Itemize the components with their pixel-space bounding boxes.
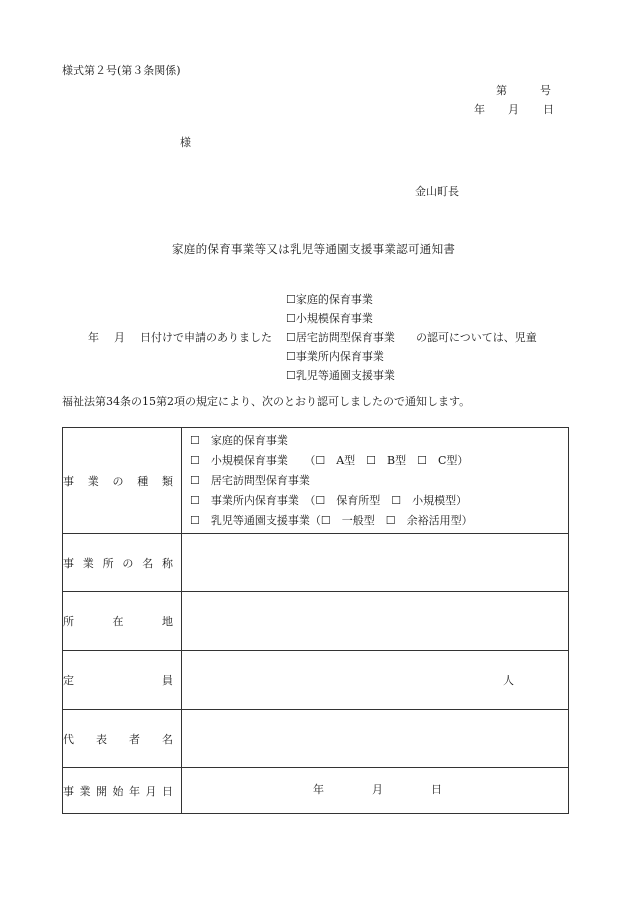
number-go: 号 — [540, 84, 551, 97]
table-row — [63, 651, 569, 710]
label-capacity: 定 員 — [63, 651, 182, 710]
start-date-year: 年 — [313, 783, 324, 796]
business-type-options — [182, 428, 569, 534]
type-option[interactable]: ☐ 居宅訪問型保育事業 — [190, 473, 310, 487]
facility-name-field[interactable] — [182, 534, 569, 592]
option-item: ☐乳児等通園支援事業 — [286, 369, 395, 382]
lead-year: 年 — [88, 331, 99, 344]
representative-field[interactable] — [182, 710, 569, 768]
type-option[interactable]: ☐ 事業所内保育事業 （☐ 保育所型 ☐ 小規模型） — [190, 493, 468, 507]
form-table — [62, 427, 569, 814]
type-option[interactable]: ☐ 小規模保育事業 （☐ A型 ☐ B型 ☐ C型） — [190, 453, 469, 467]
lead-month: 月 — [114, 331, 125, 344]
form-number: 様式第２号(第３条関係) — [62, 64, 181, 77]
capacity-field[interactable] — [182, 651, 569, 710]
table-row — [63, 534, 569, 592]
location-field[interactable] — [182, 592, 569, 651]
date-day: 日 — [543, 103, 554, 116]
table-row — [63, 428, 569, 534]
table-row — [63, 768, 569, 814]
issuer: 金山町長 — [415, 185, 459, 198]
document-title: 家庭的保育事業等又は乳児等通園支援事業認可通知書 — [172, 242, 456, 256]
option-item: ☐事業所内保育事業 — [286, 350, 384, 363]
lead-right: の認可については、児童 — [416, 331, 537, 344]
start-date-day: 日 — [431, 783, 442, 796]
option-item: ☐小規模保育事業 — [286, 312, 373, 325]
type-option[interactable]: ☐ 乳児等通園支援事業（☐ 一般型 ☐ 余裕活用型） — [190, 513, 473, 527]
start-date-field[interactable] — [182, 768, 569, 814]
label-facility-name: 事 業 所 の 名 称 — [63, 534, 182, 592]
capacity-unit: 人 — [503, 674, 514, 687]
label-representative: 代 表 者 名 — [63, 710, 182, 768]
label-location: 所 在 地 — [63, 592, 182, 651]
table-row — [63, 710, 569, 768]
option-item: ☐家庭的保育事業 — [286, 293, 373, 306]
type-option[interactable]: ☐ 家庭的保育事業 — [190, 433, 288, 447]
closing-sentence: 福祉法第34条の15第2項の規定により、次のとおり認可しましたので通知します。 — [62, 395, 471, 408]
option-item: ☐居宅訪問型保育事業 — [286, 331, 395, 344]
addressee-suffix: 様 — [180, 136, 191, 149]
date-year: 年 — [474, 103, 485, 116]
lead-rest: 日付けで申請のありました — [140, 331, 272, 344]
label-start-date: 事 業 開 始 年 月 日 — [63, 768, 182, 814]
label-business-type: 事 業 の 種 類 — [63, 428, 182, 534]
start-date-month: 月 — [372, 783, 383, 796]
date-month: 月 — [508, 103, 519, 116]
number-dai: 第 — [496, 84, 507, 97]
table-row — [63, 592, 569, 651]
